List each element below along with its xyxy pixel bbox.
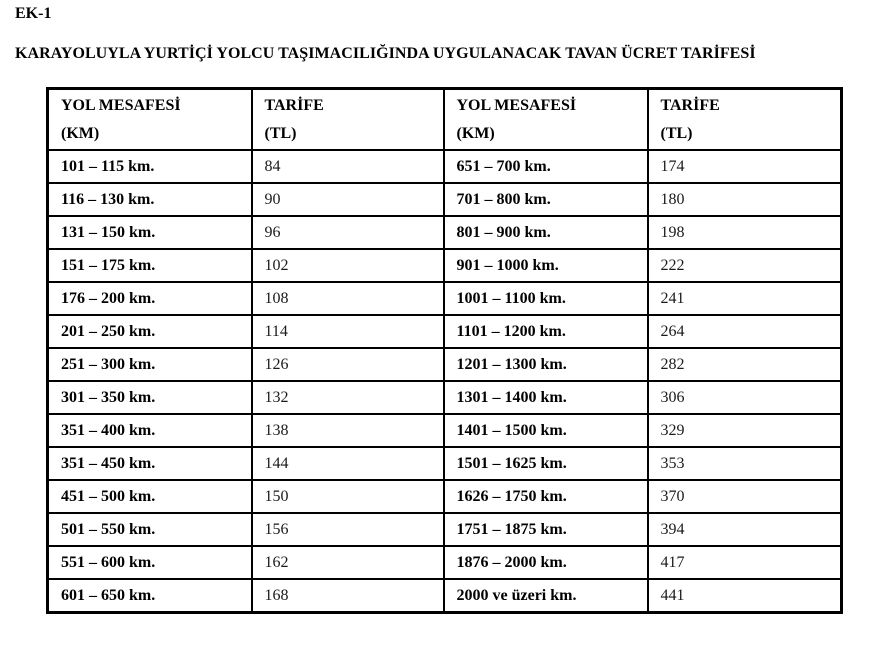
distance-range-cell: 1501 – 1625 km. bbox=[444, 447, 648, 480]
distance-range-cell: 1401 – 1500 km. bbox=[444, 414, 648, 447]
table-row bbox=[48, 183, 842, 216]
fee-cell: 102 bbox=[252, 249, 444, 282]
fee-cell: 441 bbox=[648, 579, 842, 613]
distance-range-cell: 1876 – 2000 km. bbox=[444, 546, 648, 579]
distance-range-cell: 651 – 700 km. bbox=[444, 150, 648, 183]
distance-range-cell: 901 – 1000 km. bbox=[444, 249, 648, 282]
distance-range-cell: 1101 – 1200 km. bbox=[444, 315, 648, 348]
tariff-table bbox=[46, 87, 843, 614]
document-title: KARAYOLUYLA YURTİÇİ YOLCU TAŞIMACILIĞINDA UYGULANACAK TAVAN ÜCRET TARİFESİ bbox=[15, 45, 756, 62]
distance-range-cell: 601 – 650 km. bbox=[48, 579, 252, 613]
distance-range-cell: 801 – 900 km. bbox=[444, 216, 648, 249]
header-label: YOL MESAFESİ bbox=[61, 97, 181, 114]
fee-cell: 162 bbox=[252, 546, 444, 579]
table-row bbox=[48, 480, 842, 513]
distance-range-cell: 1751 – 1875 km. bbox=[444, 513, 648, 546]
distance-range-cell: 1626 – 1750 km. bbox=[444, 480, 648, 513]
header-fee-left bbox=[252, 89, 444, 151]
distance-range-cell: 351 – 400 km. bbox=[48, 414, 252, 447]
header-unit: (KM) bbox=[61, 125, 100, 142]
table-row bbox=[48, 381, 842, 414]
fee-cell: 282 bbox=[648, 348, 842, 381]
distance-range-cell: 701 – 800 km. bbox=[444, 183, 648, 216]
distance-range-cell: 131 – 150 km. bbox=[48, 216, 252, 249]
fee-cell: 180 bbox=[648, 183, 842, 216]
fee-cell: 144 bbox=[252, 447, 444, 480]
distance-range-cell: 551 – 600 km. bbox=[48, 546, 252, 579]
fee-cell: 168 bbox=[252, 579, 444, 613]
distance-range-cell: 301 – 350 km. bbox=[48, 381, 252, 414]
fee-cell: 96 bbox=[252, 216, 444, 249]
header-distance-right bbox=[444, 89, 648, 151]
fee-cell: 138 bbox=[252, 414, 444, 447]
fee-cell: 394 bbox=[648, 513, 842, 546]
table-row bbox=[48, 282, 842, 315]
header-unit: (TL) bbox=[660, 125, 693, 142]
tariff-table-body bbox=[48, 150, 842, 613]
fee-cell: 353 bbox=[648, 447, 842, 480]
fee-cell: 417 bbox=[648, 546, 842, 579]
header-distance-left bbox=[48, 89, 252, 151]
distance-range-cell: 501 – 550 km. bbox=[48, 513, 252, 546]
distance-range-cell: 176 – 200 km. bbox=[48, 282, 252, 315]
fee-cell: 114 bbox=[252, 315, 444, 348]
fee-cell: 132 bbox=[252, 381, 444, 414]
fee-cell: 370 bbox=[648, 480, 842, 513]
fee-cell: 108 bbox=[252, 282, 444, 315]
fee-cell: 222 bbox=[648, 249, 842, 282]
table-row bbox=[48, 315, 842, 348]
distance-range-cell: 251 – 300 km. bbox=[48, 348, 252, 381]
distance-range-cell: 101 – 115 km. bbox=[48, 150, 252, 183]
fee-cell: 306 bbox=[648, 381, 842, 414]
table-row bbox=[48, 414, 842, 447]
header-label: YOL MESAFESİ bbox=[456, 97, 577, 114]
table-row bbox=[48, 150, 842, 183]
fee-cell: 90 bbox=[252, 183, 444, 216]
distance-range-cell: 116 – 130 km. bbox=[48, 183, 252, 216]
table-row bbox=[48, 216, 842, 249]
distance-range-cell: 151 – 175 km. bbox=[48, 249, 252, 282]
header-unit: (KM) bbox=[456, 125, 495, 142]
header-row bbox=[48, 89, 842, 151]
fee-cell: 150 bbox=[252, 480, 444, 513]
distance-range-cell: 1001 – 1100 km. bbox=[444, 282, 648, 315]
table-row bbox=[48, 513, 842, 546]
distance-range-cell: 201 – 250 km. bbox=[48, 315, 252, 348]
document-label: EK-1 bbox=[15, 5, 52, 22]
tariff-table-header bbox=[48, 89, 842, 151]
distance-range-cell: 1301 – 1400 km. bbox=[444, 381, 648, 414]
fee-cell: 156 bbox=[252, 513, 444, 546]
fee-cell: 126 bbox=[252, 348, 444, 381]
table-row bbox=[48, 348, 842, 381]
table-row bbox=[48, 546, 842, 579]
header-unit: (TL) bbox=[264, 125, 297, 142]
fee-cell: 241 bbox=[648, 282, 842, 315]
fee-cell: 264 bbox=[648, 315, 842, 348]
header-label: TARİFE bbox=[264, 97, 324, 114]
fee-cell: 198 bbox=[648, 216, 842, 249]
distance-range-cell: 451 – 500 km. bbox=[48, 480, 252, 513]
distance-range-cell: 351 – 450 km. bbox=[48, 447, 252, 480]
distance-range-cell: 2000 ve üzeri km. bbox=[444, 579, 648, 613]
table-row bbox=[48, 447, 842, 480]
distance-range-cell: 1201 – 1300 km. bbox=[444, 348, 648, 381]
header-fee-right bbox=[648, 89, 842, 151]
fee-cell: 174 bbox=[648, 150, 842, 183]
fee-cell: 329 bbox=[648, 414, 842, 447]
header-label: TARİFE bbox=[660, 97, 720, 114]
fee-cell: 84 bbox=[252, 150, 444, 183]
table-row bbox=[48, 579, 842, 613]
table-row bbox=[48, 249, 842, 282]
